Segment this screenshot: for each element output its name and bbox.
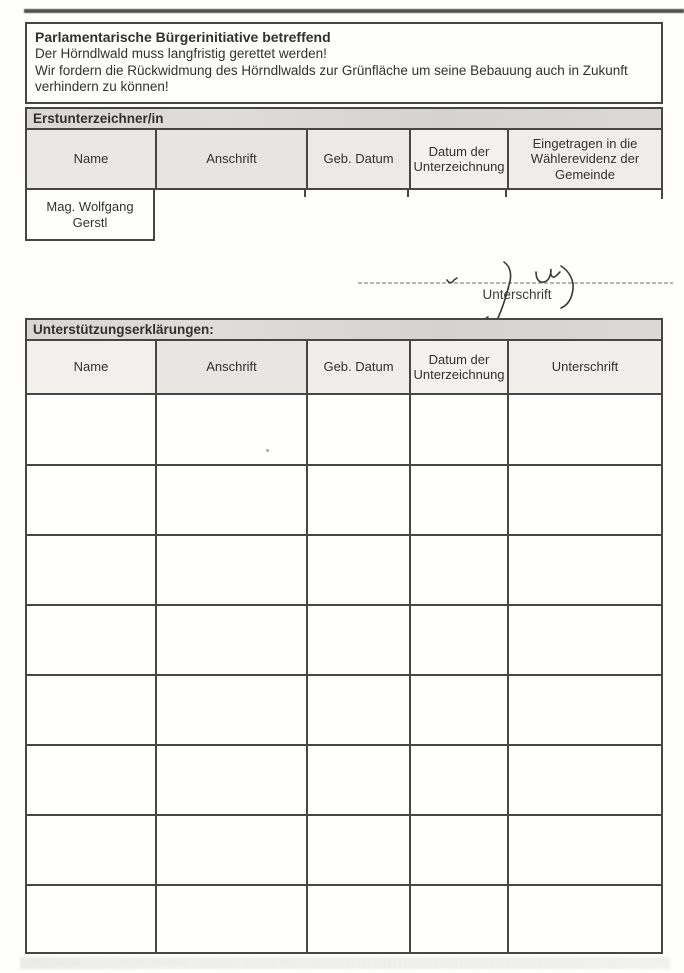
scan-speck-artifact <box>266 449 269 452</box>
section-bar-first-signer <box>25 107 663 130</box>
empty-cell <box>411 886 509 952</box>
empty-cell <box>27 466 157 534</box>
table-row <box>27 746 661 816</box>
initiative-demand-line: Der Hörndlwald muss langfristig gerettet werden! <box>35 46 327 61</box>
empty-cell <box>157 886 308 952</box>
empty-cell <box>27 606 157 674</box>
empty-cell <box>308 886 411 952</box>
empty-cell <box>411 676 509 744</box>
empty-cell <box>27 746 157 814</box>
first-signer-name: Mag. Wolfgang Gerstl <box>46 198 134 230</box>
table-rule-tick <box>661 190 663 199</box>
empty-cell <box>411 746 509 814</box>
table-row <box>27 606 661 676</box>
empty-cell <box>157 536 308 604</box>
first-signer-name-cell <box>25 190 155 241</box>
initiative-demand-line: verhindern zu können! <box>35 79 169 94</box>
empty-cell <box>308 746 411 814</box>
column-header-datum-unterzeichnung: Datum der Unterzeichnung <box>411 130 509 188</box>
table-rule-tick <box>505 190 507 197</box>
empty-cell <box>509 676 661 744</box>
first-signer-table-header <box>25 130 663 190</box>
empty-cell <box>509 816 661 884</box>
table-row <box>27 466 661 536</box>
empty-cell <box>27 395 157 464</box>
empty-cell <box>509 746 661 814</box>
empty-cell <box>509 466 661 534</box>
empty-cell <box>509 606 661 674</box>
table-row <box>27 676 661 746</box>
empty-cell <box>308 816 411 884</box>
table-row <box>27 886 661 952</box>
empty-cell <box>509 536 661 604</box>
scan-bottom-noise <box>20 957 670 969</box>
empty-cell <box>308 676 411 744</box>
initiative-header-box <box>25 22 663 104</box>
empty-cell <box>157 606 308 674</box>
column-header-geb-datum: Geb. Datum <box>308 130 411 188</box>
empty-cell <box>27 886 157 952</box>
column-header-anschrift: Anschrift <box>157 130 308 188</box>
empty-cell <box>157 816 308 884</box>
signature-label: Unterschrift <box>482 287 552 302</box>
empty-cell <box>509 886 661 952</box>
section-title-first-signer: Erstunterzeichner/in <box>33 111 164 126</box>
empty-cell <box>157 746 308 814</box>
empty-cell <box>411 536 509 604</box>
empty-cell <box>411 816 509 884</box>
empty-cell <box>308 395 411 464</box>
table-rule-tick <box>304 190 306 197</box>
empty-cell <box>509 395 661 464</box>
initiative-demand-line: Wir fordern die Rückwidmung des Hörndlwalds zur Grünfläche um seine Bebauung auch in Zukunft <box>35 62 628 78</box>
empty-cell <box>27 536 157 604</box>
table-row <box>27 536 661 606</box>
empty-cell <box>308 536 411 604</box>
table-row <box>27 816 661 886</box>
column-header-waehlerevidenz: Eingetragen in die Wählerevidenz der Gemeinde <box>509 130 661 188</box>
empty-cell <box>411 606 509 674</box>
column-header-name: Name <box>27 341 157 393</box>
empty-cell <box>308 606 411 674</box>
empty-cell <box>157 676 308 744</box>
empty-cell <box>27 816 157 884</box>
column-header-name: Name <box>27 130 157 188</box>
section-title-support: Unterstützungserklärungen: <box>33 322 214 337</box>
support-table-header <box>25 341 663 395</box>
column-header-unterschrift: Unterschrift <box>509 341 661 393</box>
empty-cell <box>157 466 308 534</box>
column-header-anschrift: Anschrift <box>157 341 308 393</box>
section-bar-support <box>25 318 663 341</box>
table-row <box>27 395 661 466</box>
scan-edge-artifact <box>24 9 684 13</box>
column-header-geb-datum: Geb. Datum <box>308 341 411 393</box>
empty-cell <box>27 676 157 744</box>
support-table-body <box>25 395 663 954</box>
table-rule-tick <box>407 190 409 197</box>
empty-cell <box>411 395 509 464</box>
empty-cell <box>411 466 509 534</box>
column-header-datum-unterzeichnung: Datum der Unterzeichnung <box>411 341 509 393</box>
empty-cell <box>308 466 411 534</box>
empty-cell <box>157 395 308 464</box>
initiative-title: Parlamentarische Bürgerinitiative betreffend <box>35 29 331 45</box>
